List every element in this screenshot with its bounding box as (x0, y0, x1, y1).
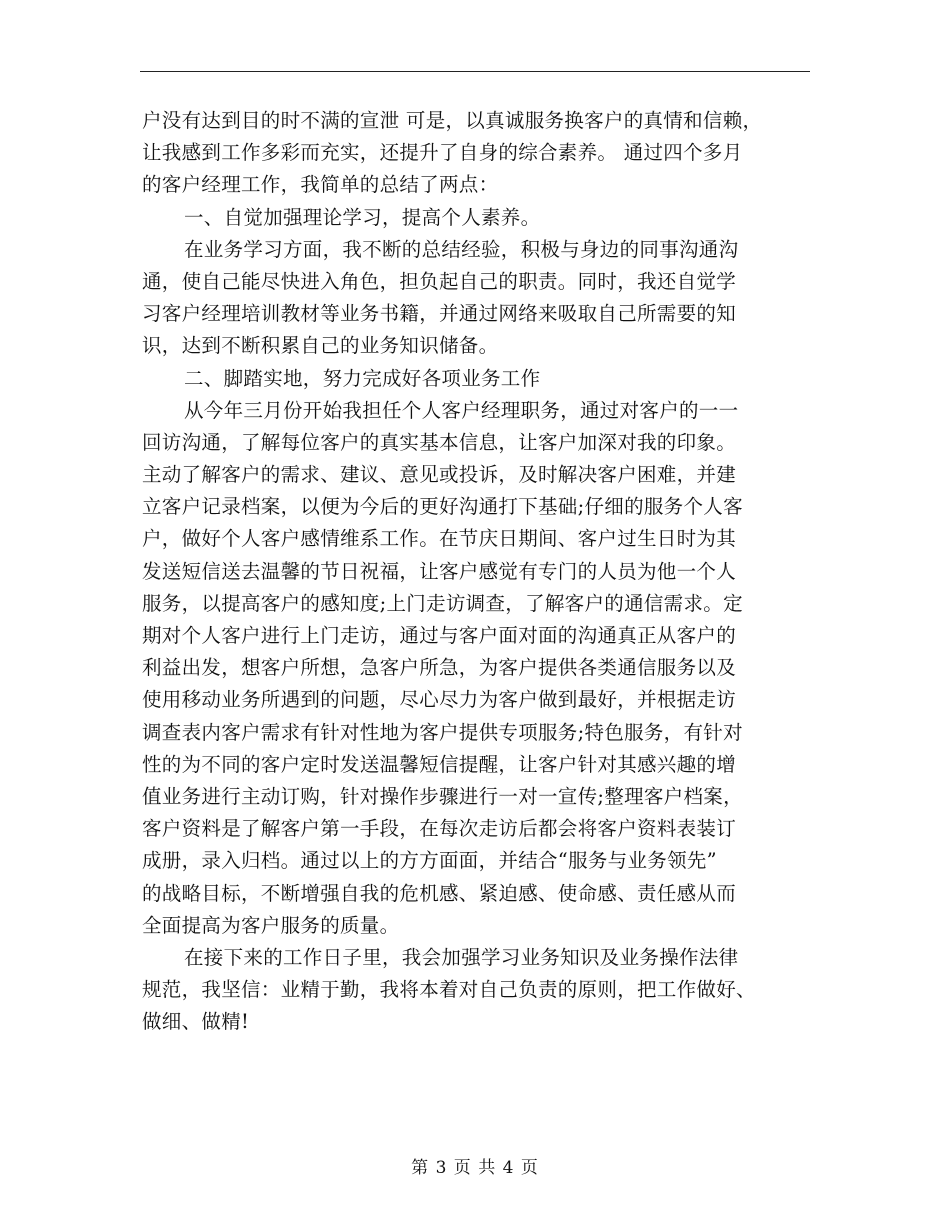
text-line-23: 客户资料是了解客户第一手段，在每次走访后都会将客户资料表装订 (142, 817, 737, 841)
document-body (142, 105, 810, 1038)
text-line-3: 的客户经理工作，我简单的总结了两点： (142, 173, 499, 197)
text-line-26: 全面提高为客户服务的质量。 (142, 913, 400, 937)
text-line-13: 立客户记录档案，以便为今后的更好沟通打下基础;仔细的服务个人客 (142, 495, 743, 519)
text-line-15: 发送短信送去温馨的节日祝福，让客户感觉有专门的人员为他一个人 (142, 559, 737, 583)
text-line-1: 户没有达到目的时不满的宣泄 可是，以真诚服务换客户的真情和信赖， (142, 109, 763, 132)
text-line-17: 期对个人客户进行上门走访，通过与客户面对面的沟通真正从客户的 (142, 624, 737, 647)
text-line-8: 识，达到不断积累自己的业务知识储备。 (142, 334, 499, 358)
text-line-20: 调查表内客户需求有针对性地为客户提供专项服务;特色服务，有针对 (142, 720, 743, 744)
text-line-29: 做细、做精! (142, 1010, 250, 1034)
text-line-16: 服务，以提高客户的感知度;上门走访调查，了解客户的通信需求。定 (142, 591, 743, 615)
text-line-2: 让我感到工作多彩而充实，还提升了自身的综合素养。 通过四个多月 (142, 141, 743, 165)
text-line-18: 利益出发，想客户所想，急客户所急，为客户提供各类通信服务以及 (142, 656, 737, 680)
page-number-footer: 第 3 页 共 4 页 (411, 1158, 539, 1178)
text-line-19: 使用移动业务所遇到的问题，尽心尽力为客户做到最好，并根据走访 (142, 688, 737, 712)
text-line-24: 成册，录入归档。通过以上的方方面面，并结合“服务与业务领先” (142, 849, 717, 873)
text-line-14: 户，做好个人客户感情维系工作。在节庆日期间、客户过生日时为其 (142, 527, 737, 551)
text-line-28: 规范，我坚信：业精于勤，我将本着对自己负责的原则，把工作做好、 (142, 978, 756, 1002)
text-line-5: 在业务学习方面，我不断的总结经验，积极与身边的同事沟通沟 (184, 237, 739, 261)
text-line-6: 通，使自己能尽快进入角色，担负起自己的职责。同时，我还自觉学 (142, 269, 737, 293)
section-heading-2: 二、脚踏实地，努力完成好各项业务工作 (184, 366, 541, 390)
header-rule (140, 71, 810, 72)
text-line-11: 回访沟通，了解每位客户的真实基本信息，让客户加深对我的印象。 (142, 430, 737, 454)
text-line-12: 主动了解客户的需求、建议、意见或投诉，及时解决客户困难，并建 (142, 463, 737, 487)
section-heading-1: 一、自觉加强理论学习，提高个人素养。 (184, 205, 541, 229)
text-line-10: 从今年三月份开始我担任个人客户经理职务，通过对客户的一一 (184, 398, 739, 422)
text-line-22: 值业务进行主动订购，针对操作步骤进行一对一宣传;整理客户档案， (142, 784, 743, 808)
text-line-27: 在接下来的工作日子里，我会加强学习业务知识及业务操作法律 (184, 945, 739, 969)
text-line-25: 的战略目标，不断增强自我的危机感、紧迫感、使命感、责任感从而 (142, 881, 737, 905)
text-line-21: 性的为不同的客户定时发送温馨短信提醒，让客户针对其感兴趣的增 (142, 752, 737, 776)
text-line-7: 习客户经理培训教材等业务书籍，并通过网络来吸取自己所需要的知 (142, 302, 737, 326)
